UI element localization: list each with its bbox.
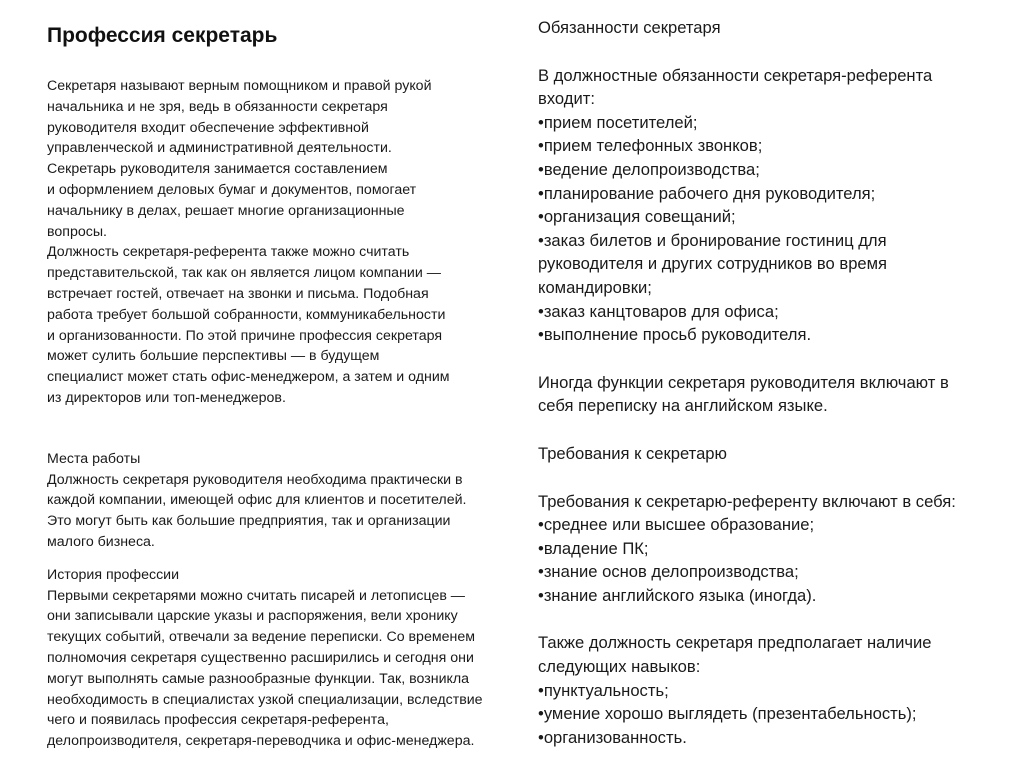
page-title: Профессия секретарь	[47, 24, 278, 47]
skills-intro: Также должность секретаря предполагает наличие следующих навыков:	[538, 633, 932, 677]
left-column	[47, 22, 517, 752]
list-item: • пунктуальность;	[538, 679, 1008, 703]
list-item: • умение хорошо выглядеть (презентабельность);	[538, 702, 1008, 726]
duties-list	[538, 111, 1008, 347]
requirements-heading: Требования к секретарю	[538, 443, 727, 463]
right-column	[538, 16, 1008, 749]
list-item: • владение ПК;	[538, 537, 1008, 561]
list-item: • заказ канцтоваров для офиса;	[538, 300, 1008, 324]
list-item: • знание основ делопроизводства;	[538, 560, 1008, 584]
list-item: • прием посетителей;	[538, 111, 1008, 135]
duties-heading: Обязанности секретаря	[538, 18, 721, 37]
list-item: • среднее или высшее образование;	[538, 513, 1008, 537]
workplaces-paragraph: Должность секретаря руководителя необходима практически в каждой компании, имеющей офис для клиентов и посетителей. Это могут быть как большие предприятия, так и организации малого бизнеса.	[47, 471, 467, 550]
duties-intro: В должностные обязанности секретаря-референта входит:	[538, 65, 933, 109]
list-item: • заказ билетов и бронирование гостиниц для руководителя и других сотрудников во время командировки;	[538, 229, 1008, 300]
duties-extra: Иногда функции секретаря руководителя включают в себя переписку на английском языке.	[538, 372, 949, 416]
requirements-list	[538, 513, 1008, 607]
list-item: • прием телефонных звонков;	[538, 134, 1008, 158]
intro-paragraph: Секретаря называют верным помощником и правой рукой начальника и не зря, ведь в обязанности секретаря руководителя входит обеспечение эффективной управленческой и административной деятельности. Секретарь руководителя занимается составлением и оформлением деловых бумаг и документов, помогает начальнику в делах, решает многие организационные вопросы. Должность секретаря-референта также можно считать представительской, так как он является лицом компании — встречает гостей, отвечает на звонки и письма. Подобная работа требует большой собранности, коммуникабельности и организованности. По этой причине профессия секретаря может сулить большие перспективы — в будущем специалист может стать офис-менеджером, а затем и одним из директоров или топ-менеджеров.	[47, 78, 450, 406]
skills-list	[538, 679, 1008, 750]
list-item: • организация совещаний;	[538, 205, 1008, 229]
history-heading: История профессии	[47, 566, 180, 583]
list-item: • выполнение просьб руководителя.	[538, 323, 1008, 347]
list-item: • планирование рабочего дня руководителя;	[538, 182, 1008, 206]
list-item: • ведение делопроизводства;	[538, 158, 1008, 182]
requirements-intro: Требования к секретарю-референту включают в себя:	[538, 491, 956, 511]
history-paragraph: Первыми секретарями можно считать писарей и летописцев — они записывали царские указы и распоряжения, вели хронику текущих событий, отвечали за ведение переписки. Со временем полномочия секретаря существенно расширились и сегодня они могут выполнять самые разнообразные функции. Так, возникла необходимость в специалистах узкой специализации, вследствие чего и появилась профессия секретаря-референта, делопроизводителя, секретаря-переводчика и офис-менеджера.	[47, 587, 483, 750]
list-item: • знание английского языка (иногда).	[538, 584, 1008, 608]
list-item: • организованность.	[538, 726, 1008, 750]
workplaces-heading: Места работы	[47, 450, 141, 467]
